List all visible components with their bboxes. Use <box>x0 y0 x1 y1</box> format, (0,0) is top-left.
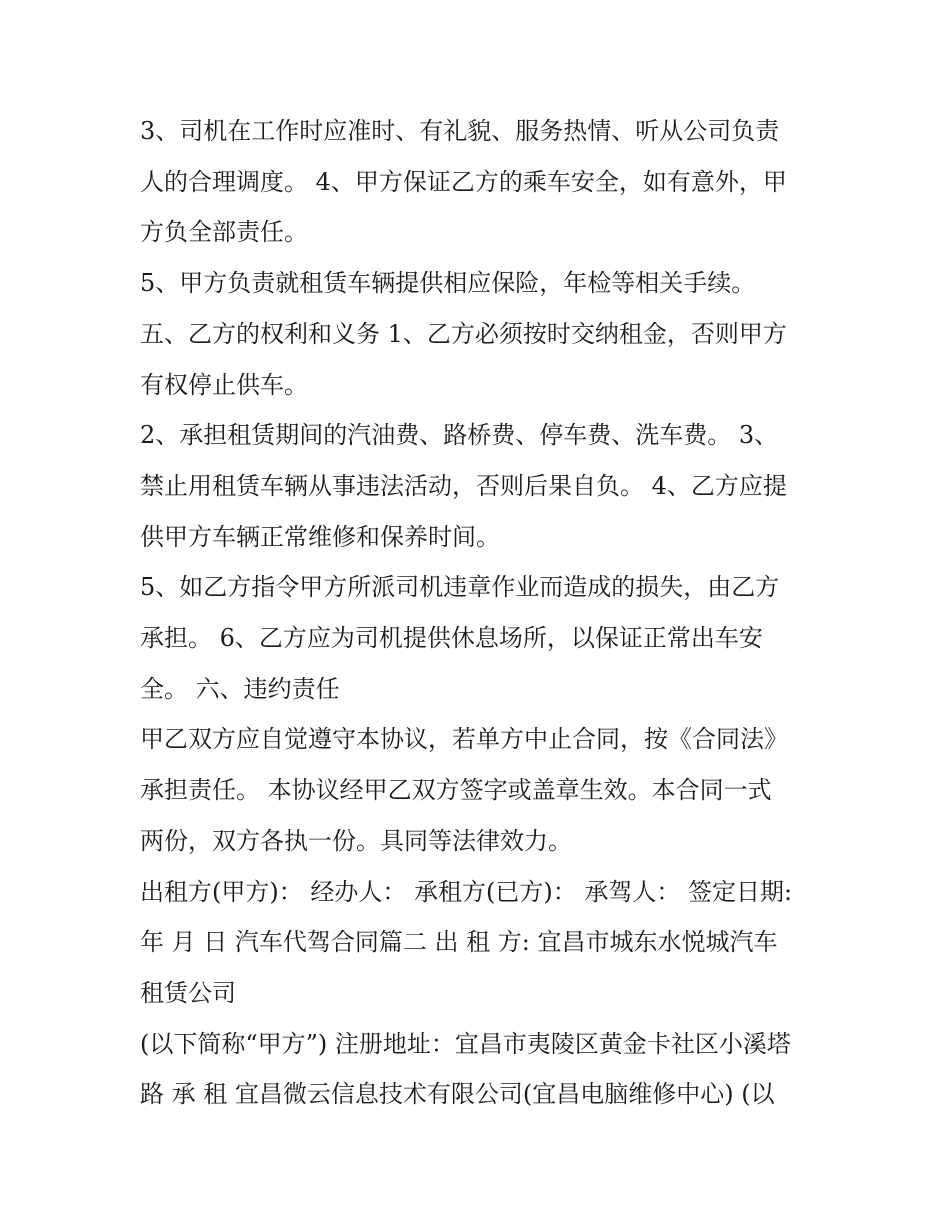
text-line: 有权停止供车。 <box>140 370 308 399</box>
text-line: 路 承 租 宜昌微云信息技术有限公司(宜昌电脑维修中心) (以 <box>140 1080 775 1109</box>
text-line: 供甲方车辆正常维修和保养时间。 <box>140 522 500 551</box>
text-line: 人的合理调度。 4、甲方保证乙方的乘车安全，如有意外，甲 <box>140 167 787 196</box>
text-line: 出租方(甲方)： 经办人： 承租方(已方)： 承驾人： 签定日期: <box>140 877 793 906</box>
text-line: 方负全部责任。 <box>140 218 308 247</box>
document-body <box>140 106 820 1120</box>
text-line: 3、司机在工作时应准时、有礼貌、服务热情、听从公司负责 <box>140 117 780 145</box>
text-line: 全。 六、违约责任 <box>140 674 340 703</box>
text-line: 甲乙双方应自觉遵守本协议，若单方中止合同，按《合同法》 <box>140 725 788 754</box>
text-line: 5、如乙方指令甲方所派司机违章作业而造成的损失，由乙方 <box>140 573 780 602</box>
text-line: 2、承担租赁期间的汽油费、路桥费、停车费、洗车费。 3、 <box>140 421 779 450</box>
text-line: 五、乙方的权利和义务 1、乙方必须按时交纳租金，否则甲方 <box>140 319 787 348</box>
text-line: 两份，双方各执一份。具同等法律效力。 <box>140 826 572 855</box>
text-line: 5、甲方负责就租赁车辆提供相应保险，年检等相关手续。 <box>140 269 756 298</box>
text-line: 承担责任。 本协议经甲乙双方签字或盖章生效。本合同一式 <box>140 776 772 805</box>
text-line: 承担。 6、乙方应为司机提供休息场所，以保证正常出车安 <box>140 624 763 653</box>
text-line: 年 月 日 汽车代驾合同篇二 出 租 方: 宜昌市城东水悦城汽车 <box>140 928 778 957</box>
text-line: (以下简称“甲方”) 注册地址：宜昌市夷陵区黄金卡社区小溪塔 <box>140 1029 791 1058</box>
text-line: 租赁公司 <box>140 978 236 1007</box>
text-line: 禁止用租赁车辆从事违法活动，否则后果自负。 4、乙方应提 <box>140 471 787 500</box>
